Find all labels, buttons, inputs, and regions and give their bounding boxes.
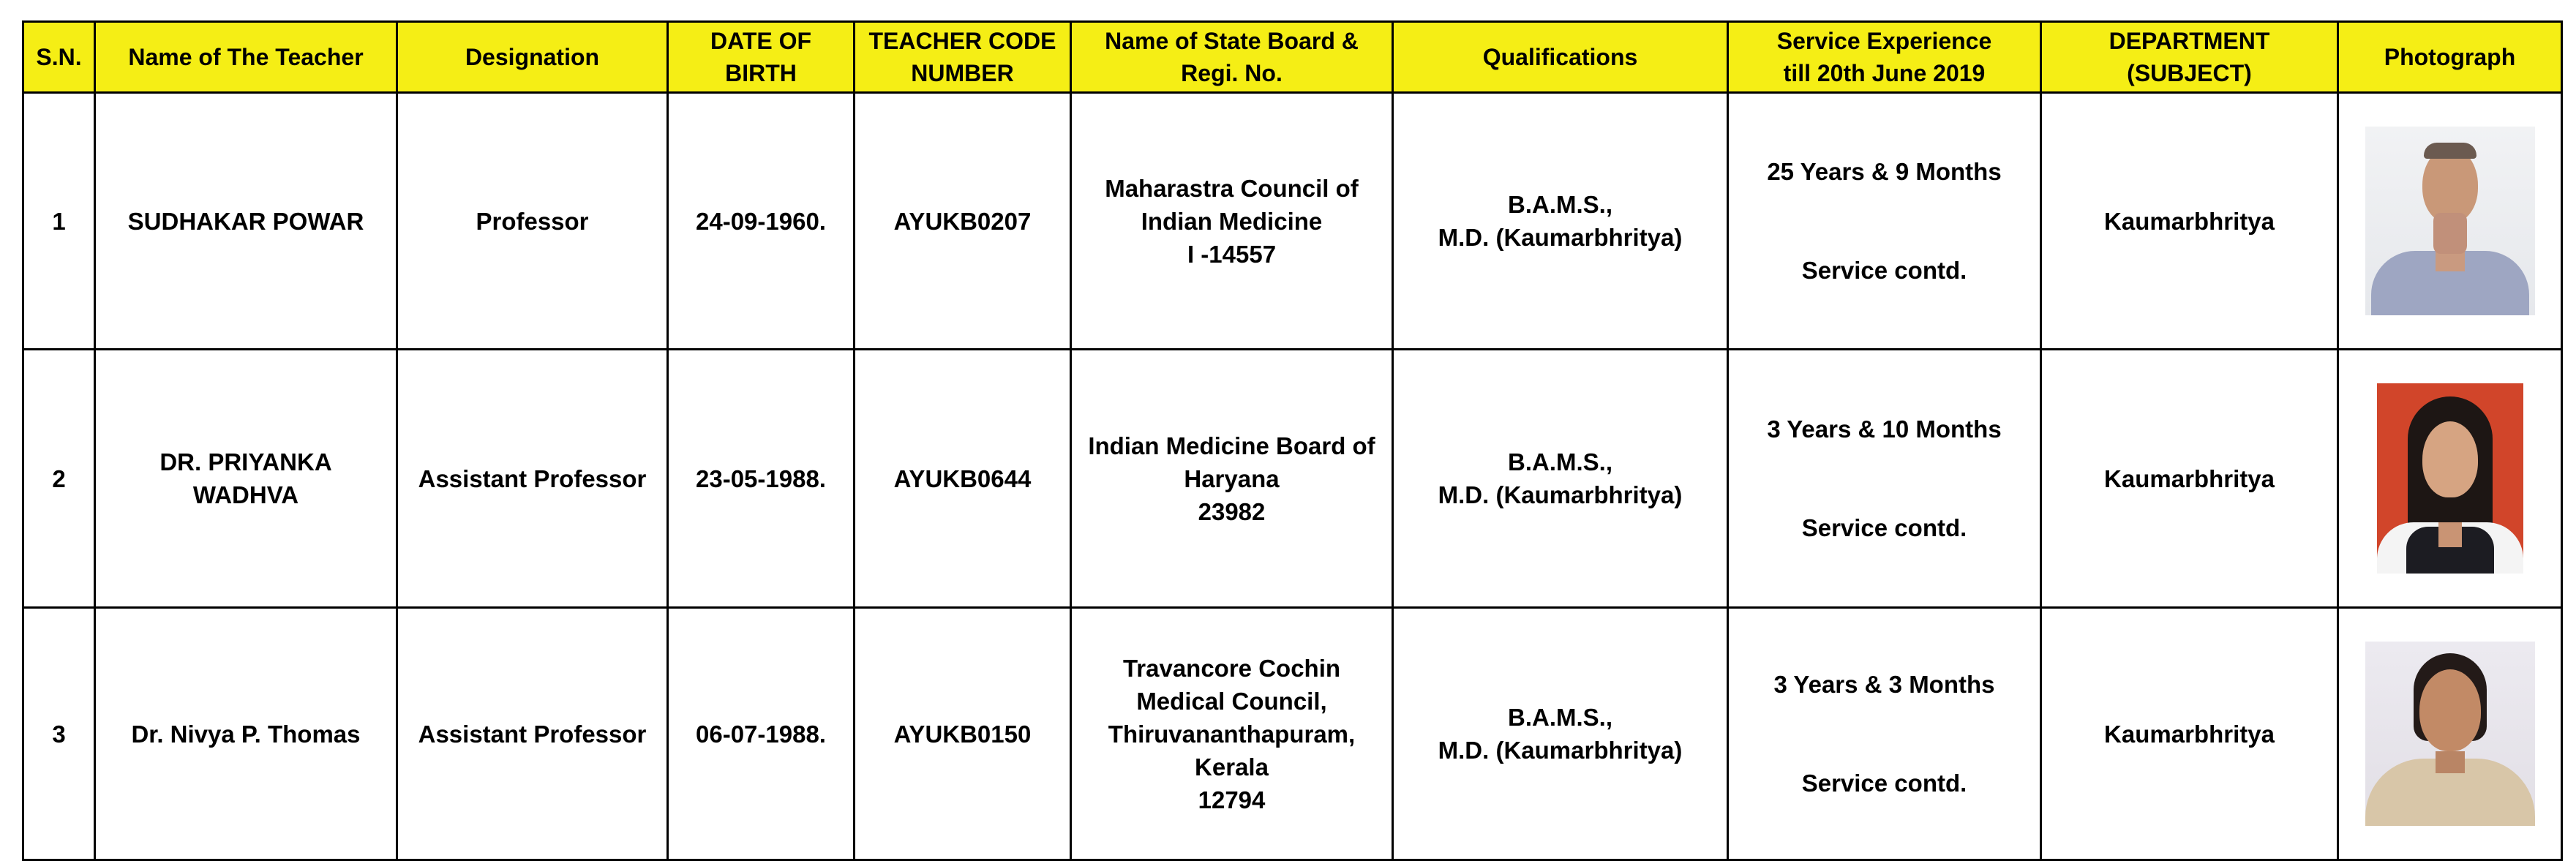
header-designation: Designation: [397, 22, 668, 93]
cell-qualifications: B.A.M.S., M.D. (Kaumarbhritya): [1393, 350, 1728, 608]
cell-dob: 24-09-1960.: [668, 93, 855, 350]
experience-duration: 3 Years & 3 Months: [1773, 671, 1995, 698]
experience-note: Service contd.: [1801, 257, 1967, 284]
table-row: [23, 350, 2562, 608]
header-row: [23, 22, 2562, 93]
portrait-photo: [2377, 383, 2523, 574]
cell-qualifications: B.A.M.S., M.D. (Kaumarbhritya): [1393, 93, 1728, 350]
header-state-board: Name of State Board & Regi. No.: [1071, 22, 1393, 93]
portrait-photo: [2365, 127, 2535, 315]
cell-department: Kaumarbhritya: [2041, 350, 2338, 608]
experience-duration: 25 Years & 9 Months: [1767, 158, 2002, 185]
cell-department: Kaumarbhritya: [2041, 608, 2338, 860]
header-qualifications: Qualifications: [1393, 22, 1728, 93]
table-row: [23, 93, 2562, 350]
cell-dob: 23-05-1988.: [668, 350, 855, 608]
cell-photograph: [2338, 93, 2562, 350]
header-photograph: Photograph: [2338, 22, 2562, 93]
cell-designation: Assistant Professor: [397, 608, 668, 860]
experience-duration: 3 Years & 10 Months: [1767, 416, 2002, 443]
cell-sn: 3: [23, 608, 95, 860]
cell-name: DR. PRIYANKA WADHVA: [95, 350, 397, 608]
cell-experience: [1728, 350, 2041, 608]
header-experience: Service Experience till 20th June 2019: [1728, 22, 2041, 93]
table-row: [23, 608, 2562, 860]
cell-designation: Assistant Professor: [397, 350, 668, 608]
cell-photograph: [2338, 350, 2562, 608]
teacher-table: [22, 20, 2563, 861]
cell-teacher-code: AYUKB0207: [855, 93, 1071, 350]
cell-sn: 1: [23, 93, 95, 350]
cell-sn: 2: [23, 350, 95, 608]
cell-state-board: Maharastra Council of Indian Medicine I -14557: [1071, 93, 1393, 350]
cell-state-board: Indian Medicine Board of Haryana 23982: [1071, 350, 1393, 608]
experience-note: Service contd.: [1801, 770, 1967, 797]
header-name: Name of The Teacher: [95, 22, 397, 93]
portrait-photo: [2365, 642, 2535, 826]
cell-teacher-code: AYUKB0644: [855, 350, 1071, 608]
header-sn: S.N.: [23, 22, 95, 93]
cell-photograph: [2338, 608, 2562, 860]
cell-experience: [1728, 93, 2041, 350]
experience-note: Service contd.: [1801, 514, 1967, 541]
cell-dob: 06-07-1988.: [668, 608, 855, 860]
cell-name: Dr. Nivya P. Thomas: [95, 608, 397, 860]
header-dob: DATE OF BIRTH: [668, 22, 855, 93]
header-teacher-code: TEACHER CODE NUMBER: [855, 22, 1071, 93]
cell-experience: [1728, 608, 2041, 860]
cell-state-board: Travancore Cochin Medical Council, Thiruvananthapuram, Kerala 12794: [1071, 608, 1393, 860]
cell-teacher-code: AYUKB0150: [855, 608, 1071, 860]
cell-name: SUDHAKAR POWAR: [95, 93, 397, 350]
header-department: DEPARTMENT (SUBJECT): [2041, 22, 2338, 93]
cell-department: Kaumarbhritya: [2041, 93, 2338, 350]
cell-designation: Professor: [397, 93, 668, 350]
cell-qualifications: B.A.M.S., M.D. (Kaumarbhritya): [1393, 608, 1728, 860]
